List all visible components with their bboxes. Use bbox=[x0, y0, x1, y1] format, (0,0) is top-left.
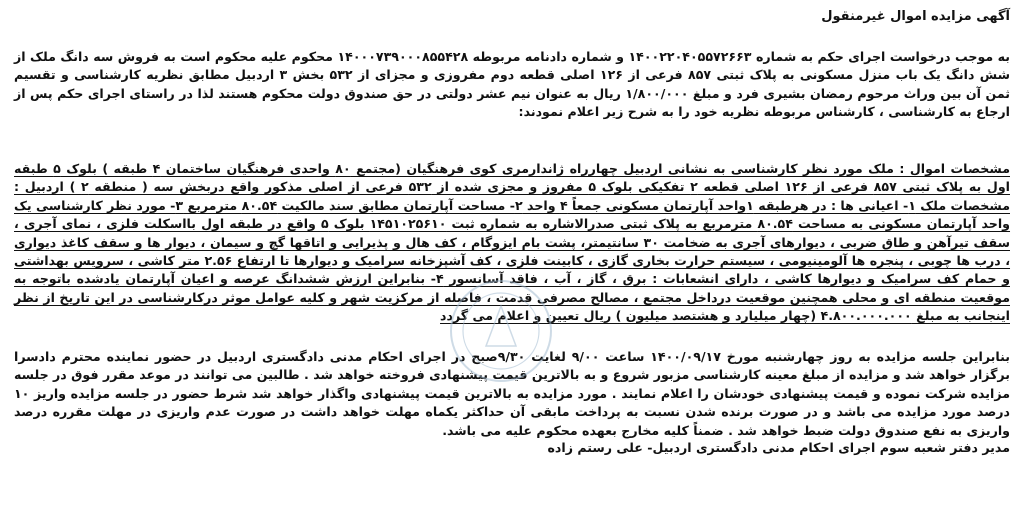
notice-intro-paragraph: به موجب درخواست اجرای حکم به شماره ۱۴۰۰۲۲۰۴۰۵۵۷۲۶۶۳ و شماره دادنامه مربوطه ۱۴۰۰۰۷۳۹۰۰۰۸۵۵۴۲۸ محکوم علیه محکوم است به فروش سه دانگ ملک از شش دانگ یک باب منزل مسکونی به پلاک ثبتی ۸۵۷ فرعی از ۱۲۶ اصلی قطعه دوم مفروزی و مجزای از ۵۳۲ بخش ۳ اردبیل مطابق نظریه کارشناسی و تقسیم ثمن آن بین وراث مرحوم رمضان بشیری فرد و مبلغ ۱/۸۰۰/۰۰۰ ریال به عنوان نیم عشر دولتی در حق صندوق دولت محکوم هستند لذا در راستای اجرای حکم پس از ارجاع به کارشناسی ، کارشناس مربوطه نظریه خود را به شرح زیر اعلام نمودند: bbox=[14, 49, 1010, 120]
property-specs-paragraph: مشخصات اموال : ملک مورد نظر کارشناسی به نشانی اردبیل چهارراه ژاندارمری کوی فرهنگیان (مجتمع ۸۰ واحدی فرهنگیان ساختمان ۴ طبقه ) بلوک ۵ طبقه اول به پلاک ثبتی ۸۵۷ فرعی از ۱۲۶ اصلی قطعه ۲ تفکیکی بلوک ۵ مفروز و مجزی شده از ۵۳۲ فرعی از اصلی مذکور واقع دربخش سه ( منطقه ۲ ) اردبیل : مشخصات ملک ۱- اعیانی ها : در هرطبقه ۱واحد آپارتمان مسکونی جمعاً ۴ واحد ۲- مساحت آپارتمان مطابق سند مالکیت ۸۰.۵۴ مترمربع ۳- مورد نظر کارشناسی یک واحد آپارتمان مسکونی به مساحت ۸۰.۵۴ مترمربع به پلاک ثبتی صدرالاشاره به شماره ثبت ۱۴۵۱۰۲۵۶۱۰ بلوک ۵ واقع در طبقه اول بااسکلت فلزی ، نمای آجری ، سقف تیرآهن و طاق ضربی ، دیوارهای آجری به ضخامت ۳۰ سانتیمتر، پشت بام ایزوگام ، کف هال و پذیرایی و اتاقها گچ و سیمان ، دیوار ها و سقف کاغذ دیواری ، درب ها چوبی ، پنجره ها آلومینیومی ، سیستم حرارت بخاری گازی ، کابینت فلزی ، کف آشپزخانه سرامیک و دیوارها تا ارتفاع ۲.۵۶ متر کاشی ، سرویس بهداشتی و حمام کف سرامیک و دیوارها کاشی ، دارای انشعابات : برق ، گاز ، آب ، فاقد آسانسور ۴- بنابراین ارزش ششدانگ عرصه و اعیان آپارتمان یادشده باتوجه به موقعیت منطقه ای و محلی همچنین موقعیت درداخل مجتمع ، مصالح مصرفی قدمت ، فاصله از مرکزیت شهر و کلیه عوامل موثر درکارشناسی در این تاریخ از نظر اینجانب به مبلغ ۴.۸۰۰.۰۰۰.۰۰۰ (چهار میلیارد و هشتصد میلیون ) ریال تعیین و اعلام می گردد bbox=[14, 161, 1011, 324]
notice-title: آگهی مزایده اموال غیرمنقول bbox=[821, 9, 1010, 24]
signature-line: مدیر دفتر شعبه سوم اجرای احکام مدنی دادگستری اردبیل- علی رستم زاده bbox=[547, 440, 1010, 455]
auction-terms-paragraph: بنابراین جلسه مزایده به روز چهارشنبه مورخ ۱۴۰۰/۰۹/۱۷ ساعت ۹/۰۰ لغایت ۹/۳۰صبح در اجرای احکام مدنی دادگستری اردبیل در حضور نماینده محترم دادسرا برگزار خواهد شد و مزایده از مبلغ معینه کارشناسی مزبور شروع و به بالاترین قیمت پیشنهادی فروخته خواهد شد . طالبین می توانند در موعد مقرر فوق در جلسه مزایده شرکت نموده و قیمت پیشنهادی خودشان را اعلام نمایند . مورد مزایده به بالاترین قیمت پیشنهادی واگذار خواهد شد شرط حضور در جلسه مزایده واریز ۱۰ درصد مورد مزایده می باشد و در صورت برنده شدن نسبت به پرداخت مابقی آن حداکثر یکماه مهلت خواهد داشت در صورت عدم واریزی در مهلت مقرره درصد واریزی به نفع صندوق دولت ضبط خواهد شد . ضمناً کلیه مخارج بعهده محکوم علیه می باشد. bbox=[14, 349, 1010, 438]
